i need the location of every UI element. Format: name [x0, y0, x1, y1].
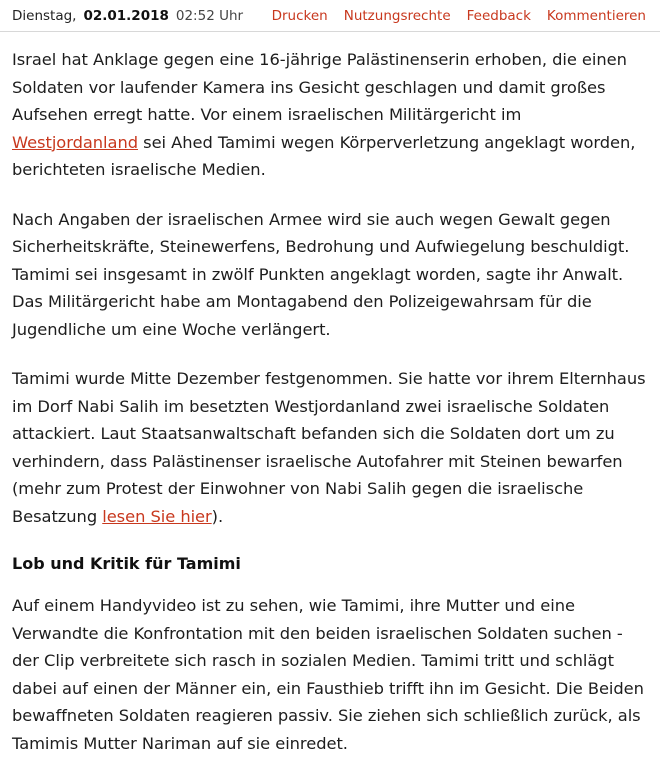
paragraph-1	[12, 46, 646, 184]
paragraph-1-text-b: sei Ahed Tamimi wegen Körperverletzung angeklagt worden, berichteten israelische Medien.	[12, 132, 636, 179]
print-link[interactable]: Drucken	[271, 8, 328, 24]
paragraph-3-text-b: ).	[211, 506, 224, 526]
article-actions	[272, 8, 648, 24]
paragraph-2: Nach Angaben der israelischen Armee wird sie auch wegen Gewalt gegen Sicherheitskräfte, Steinewerfens, Bedrohung und Aufwiegelung beschuldigt. Tamimi sei insgesamt in zwölf Punkten angeklagt worden, sagte ihr Anwalt. Das Militärgericht habe am Montagabend den Polizeigewahrsam für die Jugendliche um eine Woche verlängert.	[12, 209, 630, 339]
paragraph-3	[12, 365, 646, 530]
article-timestamp	[12, 8, 243, 24]
westjordanland-link[interactable]: Westjordanland	[12, 132, 139, 152]
section-subheading: Lob und Kritik für Tamimi	[12, 554, 241, 573]
paragraph-3-text-a: Tamimi wurde Mitte Dezember festgenommen. Sie hatte vor ihrem Elternhaus im Dorf Nabi Salih im besetzten Westjordanland zwei israelische Soldaten attackiert. Laut Staatsanwaltschaft befanden sich die Soldaten dort um zu verhindern, dass Palästinenser israelische Autofahrer mit Steinen bewarfen (mehr zum Protest der Einwohner von Nabi Salih gegen die israelische Besatzung	[12, 369, 646, 526]
article-body	[0, 32, 660, 757]
comment-link[interactable]: Kommentieren	[546, 8, 646, 24]
paragraph-1-text-a: Israel hat Anklage gegen eine 16-jährige Palästinenserin erhoben, die einen Soldaten vor laufender Kamera ins Gesicht geschlagen und damit großes Aufsehen erregt hatte. Vor einem israelischen Militärgericht im	[12, 50, 627, 124]
date-label: 02.01.2018	[83, 8, 169, 24]
read-more-link[interactable]: lesen Sie hier	[102, 506, 212, 526]
feedback-link[interactable]: Feedback	[466, 8, 531, 24]
time-label: 02:52 Uhr	[175, 8, 244, 24]
paragraph-4: Auf einem Handyvideo ist zu sehen, wie Tamimi, ihre Mutter und eine Verwandte die Konfrontation mit den beiden israelischen Soldaten suchen - der Clip verbreitete sich rasch in sozialen Medien. Tamimi tritt und schlägt dabei auf einen der Männer ein, ein Fausthieb trifft ihn im Gesicht. Die Beiden bewaffneten Soldaten reagieren passiv. Sie ziehen sich schließlich zurück, als Tamimis Mutter Nariman auf sie einredet.	[12, 596, 644, 753]
weekday-label: Dienstag,	[12, 8, 77, 24]
usage-rights-link[interactable]: Nutzungsrechte	[343, 8, 451, 24]
article-meta-bar	[0, 0, 660, 32]
